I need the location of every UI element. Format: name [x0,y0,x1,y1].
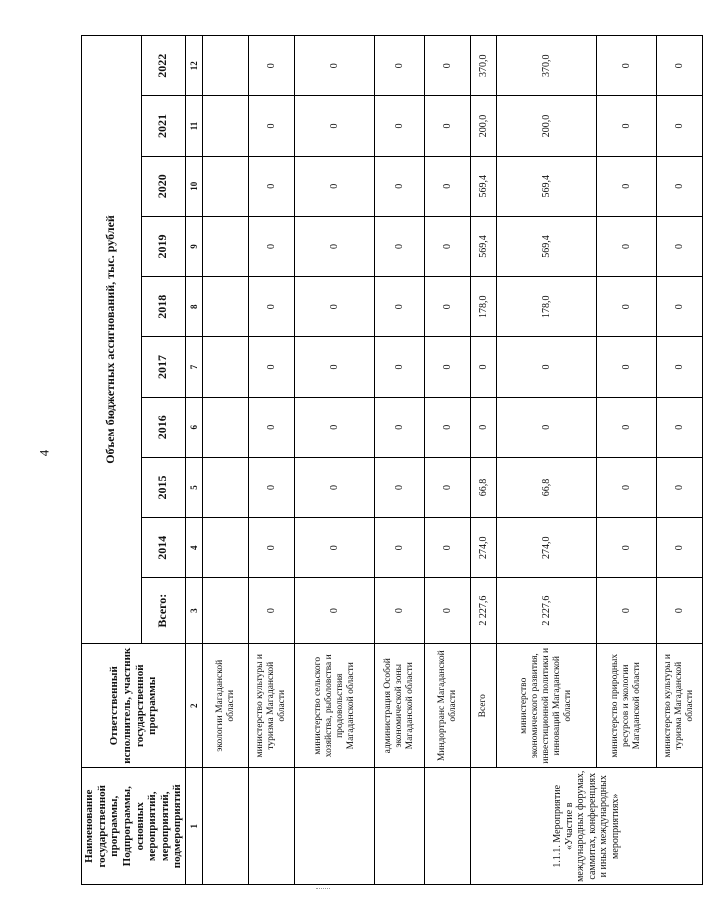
header-year: 2022 [141,36,186,96]
year-value-cell: 0 [375,216,425,276]
executor-cell: министерство культуры и туризма Магаданской области [657,643,703,768]
executor-cell: министерство культуры и туризма Магаданской области [249,643,295,768]
column-number: 4 [186,518,203,578]
header-year: 2014 [141,518,186,578]
year-value-cell: 569,4 [471,156,497,216]
year-value-cell: 0 [249,457,295,517]
year-value-cell [203,96,249,156]
column-number: 8 [186,277,203,337]
year-value-cell: 0 [375,518,425,578]
column-number: 6 [186,397,203,457]
year-value-cell: 0 [657,96,703,156]
year-value-cell: 0 [249,216,295,276]
year-value-cell: 200,0 [471,96,497,156]
year-value-cell: 0 [497,337,597,397]
header-year: 2018 [141,277,186,337]
year-value-cell: 0 [295,457,375,517]
header-total: Всего: [141,578,186,644]
column-number: 2 [186,643,203,768]
year-value-cell: 0 [425,518,471,578]
year-value-cell: 0 [597,457,657,517]
year-value-cell: 0 [249,36,295,96]
row-name-cell [295,768,375,885]
table-row [425,36,471,885]
total-cell: 2 227,6 [471,578,497,644]
header-year: 2021 [141,96,186,156]
executor-cell: министерство экономического развития, инвестиционной политики и инноваций Магаданской области [497,643,597,768]
year-value-cell: 0 [597,216,657,276]
year-value-cell: 0 [597,337,657,397]
year-value-cell: 0 [249,518,295,578]
year-value-cell [203,518,249,578]
year-value-cell: 0 [425,36,471,96]
year-value-cell: 370,0 [497,36,597,96]
total-cell: 0 [375,578,425,644]
executor-cell: министерство природных ресурсов и экологии Магаданской области [597,643,657,768]
year-value-cell: 0 [657,518,703,578]
year-value-cell: 0 [375,36,425,96]
year-value-cell: 0 [295,518,375,578]
year-value-cell: 0 [425,156,471,216]
year-value-cell [203,277,249,337]
year-value-cell: 0 [249,96,295,156]
table-row [249,36,295,885]
row-name-cell [425,768,471,885]
table-row [597,36,657,885]
total-cell: 0 [295,578,375,644]
year-value-cell: 0 [295,397,375,457]
year-value-cell: 569,4 [497,156,597,216]
year-value-cell: 0 [657,36,703,96]
table-row [375,36,425,885]
year-value-cell: 0 [375,156,425,216]
table-row [497,36,597,885]
year-value-cell: 0 [597,156,657,216]
year-value-cell: 0 [375,457,425,517]
year-value-cell: 0 [425,96,471,156]
year-value-cell: 0 [597,518,657,578]
total-cell: 2 227,6 [497,578,597,644]
header-year: 2016 [141,397,186,457]
executor-cell: Миндортранс Магаданской области [425,643,471,768]
year-value-cell: 200,0 [497,96,597,156]
total-cell: 0 [597,578,657,644]
year-value-cell: 0 [597,36,657,96]
total-cell: 0 [657,578,703,644]
executor-cell: министерство сельского хозяйства, рыболовства и продовольствия Магаданской области [295,643,375,768]
budget-table [81,35,703,885]
year-value-cell [203,397,249,457]
year-value-cell: 0 [249,397,295,457]
column-number: 1 [186,768,203,885]
year-value-cell: 0 [597,277,657,337]
year-value-cell: 0 [497,397,597,457]
year-value-cell: 0 [249,337,295,397]
year-value-cell: 0 [471,337,497,397]
total-cell: 0 [425,578,471,644]
year-value-cell: 0 [375,277,425,337]
year-value-cell: 0 [657,457,703,517]
executor-cell: Всего [471,643,497,768]
year-value-cell: 0 [425,216,471,276]
year-value-cell: 178,0 [471,277,497,337]
column-number: 10 [186,156,203,216]
header-executor: Ответственный исполнитель, участник государственной программы [82,643,186,768]
year-value-cell: 66,8 [471,457,497,517]
year-value-cell: 0 [657,277,703,337]
year-value-cell: 0 [295,156,375,216]
year-value-cell: 569,4 [471,216,497,276]
year-value-cell: 0 [249,156,295,216]
table-row [657,36,703,885]
year-value-cell: 0 [657,337,703,397]
table-row [203,36,249,885]
year-value-cell: 370,0 [471,36,497,96]
year-value-cell: 0 [295,216,375,276]
column-number: 9 [186,216,203,276]
row-name-cell [203,768,249,885]
year-value-cell: 0 [425,277,471,337]
page-number: 4 [36,449,52,457]
column-number: 5 [186,457,203,517]
year-value-cell: 0 [375,96,425,156]
executor-cell: администрация Особой экономической зоны Магаданской области [375,643,425,768]
year-value-cell [203,337,249,397]
year-value-cell: 0 [375,337,425,397]
table-row [471,36,497,885]
year-value-cell: 0 [597,397,657,457]
year-value-cell: 0 [597,96,657,156]
column-number: 7 [186,337,203,397]
total-cell: 0 [249,578,295,644]
year-value-cell: 274,0 [497,518,597,578]
year-value-cell: 0 [657,397,703,457]
year-value-cell: 0 [425,337,471,397]
year-value-cell: 0 [471,397,497,457]
year-value-cell: 0 [425,457,471,517]
year-value-cell: 569,4 [497,216,597,276]
header-year: 2017 [141,337,186,397]
year-value-cell: 0 [375,397,425,457]
year-value-cell: 0 [657,156,703,216]
column-number-row [186,36,203,885]
header-year: 2015 [141,457,186,517]
year-value-cell [203,457,249,517]
row-name-cell: 1.1.1. Мероприятие «Участие в международных форумах, саммитах, конференциях и иных международных мероприятиях» [471,768,703,885]
column-number: 3 [186,578,203,644]
year-value-cell: 0 [295,337,375,397]
year-value-cell [203,216,249,276]
total-cell [203,578,249,644]
header-budget: Объем бюджетных ассигнований, тыс. рублей [82,36,142,644]
year-value-cell: 0 [295,36,375,96]
header-year: 2019 [141,216,186,276]
year-value-cell [203,156,249,216]
year-value-cell: 66,8 [497,457,597,517]
rotated-table-container [81,35,696,885]
header-name: Наименование государственной программы, Подпрограммы, основных мероприятий, мероприятий, подмероприятий [82,768,186,885]
row-name-cell [249,768,295,885]
table-body [203,36,703,885]
year-value-cell: 0 [657,216,703,276]
year-value-cell: 274,0 [471,518,497,578]
row-name-cell [375,768,425,885]
year-value-cell: 0 [295,277,375,337]
table-row [295,36,375,885]
year-value-cell: 178,0 [497,277,597,337]
year-value-cell: 0 [425,397,471,457]
column-number: 12 [186,36,203,96]
header-year: 2020 [141,156,186,216]
year-value-cell [203,36,249,96]
executor-cell: экологии Магаданской области [203,643,249,768]
column-number: 11 [186,96,203,156]
year-value-cell: 0 [249,277,295,337]
year-value-cell: 0 [295,96,375,156]
scan-mark [316,888,330,891]
